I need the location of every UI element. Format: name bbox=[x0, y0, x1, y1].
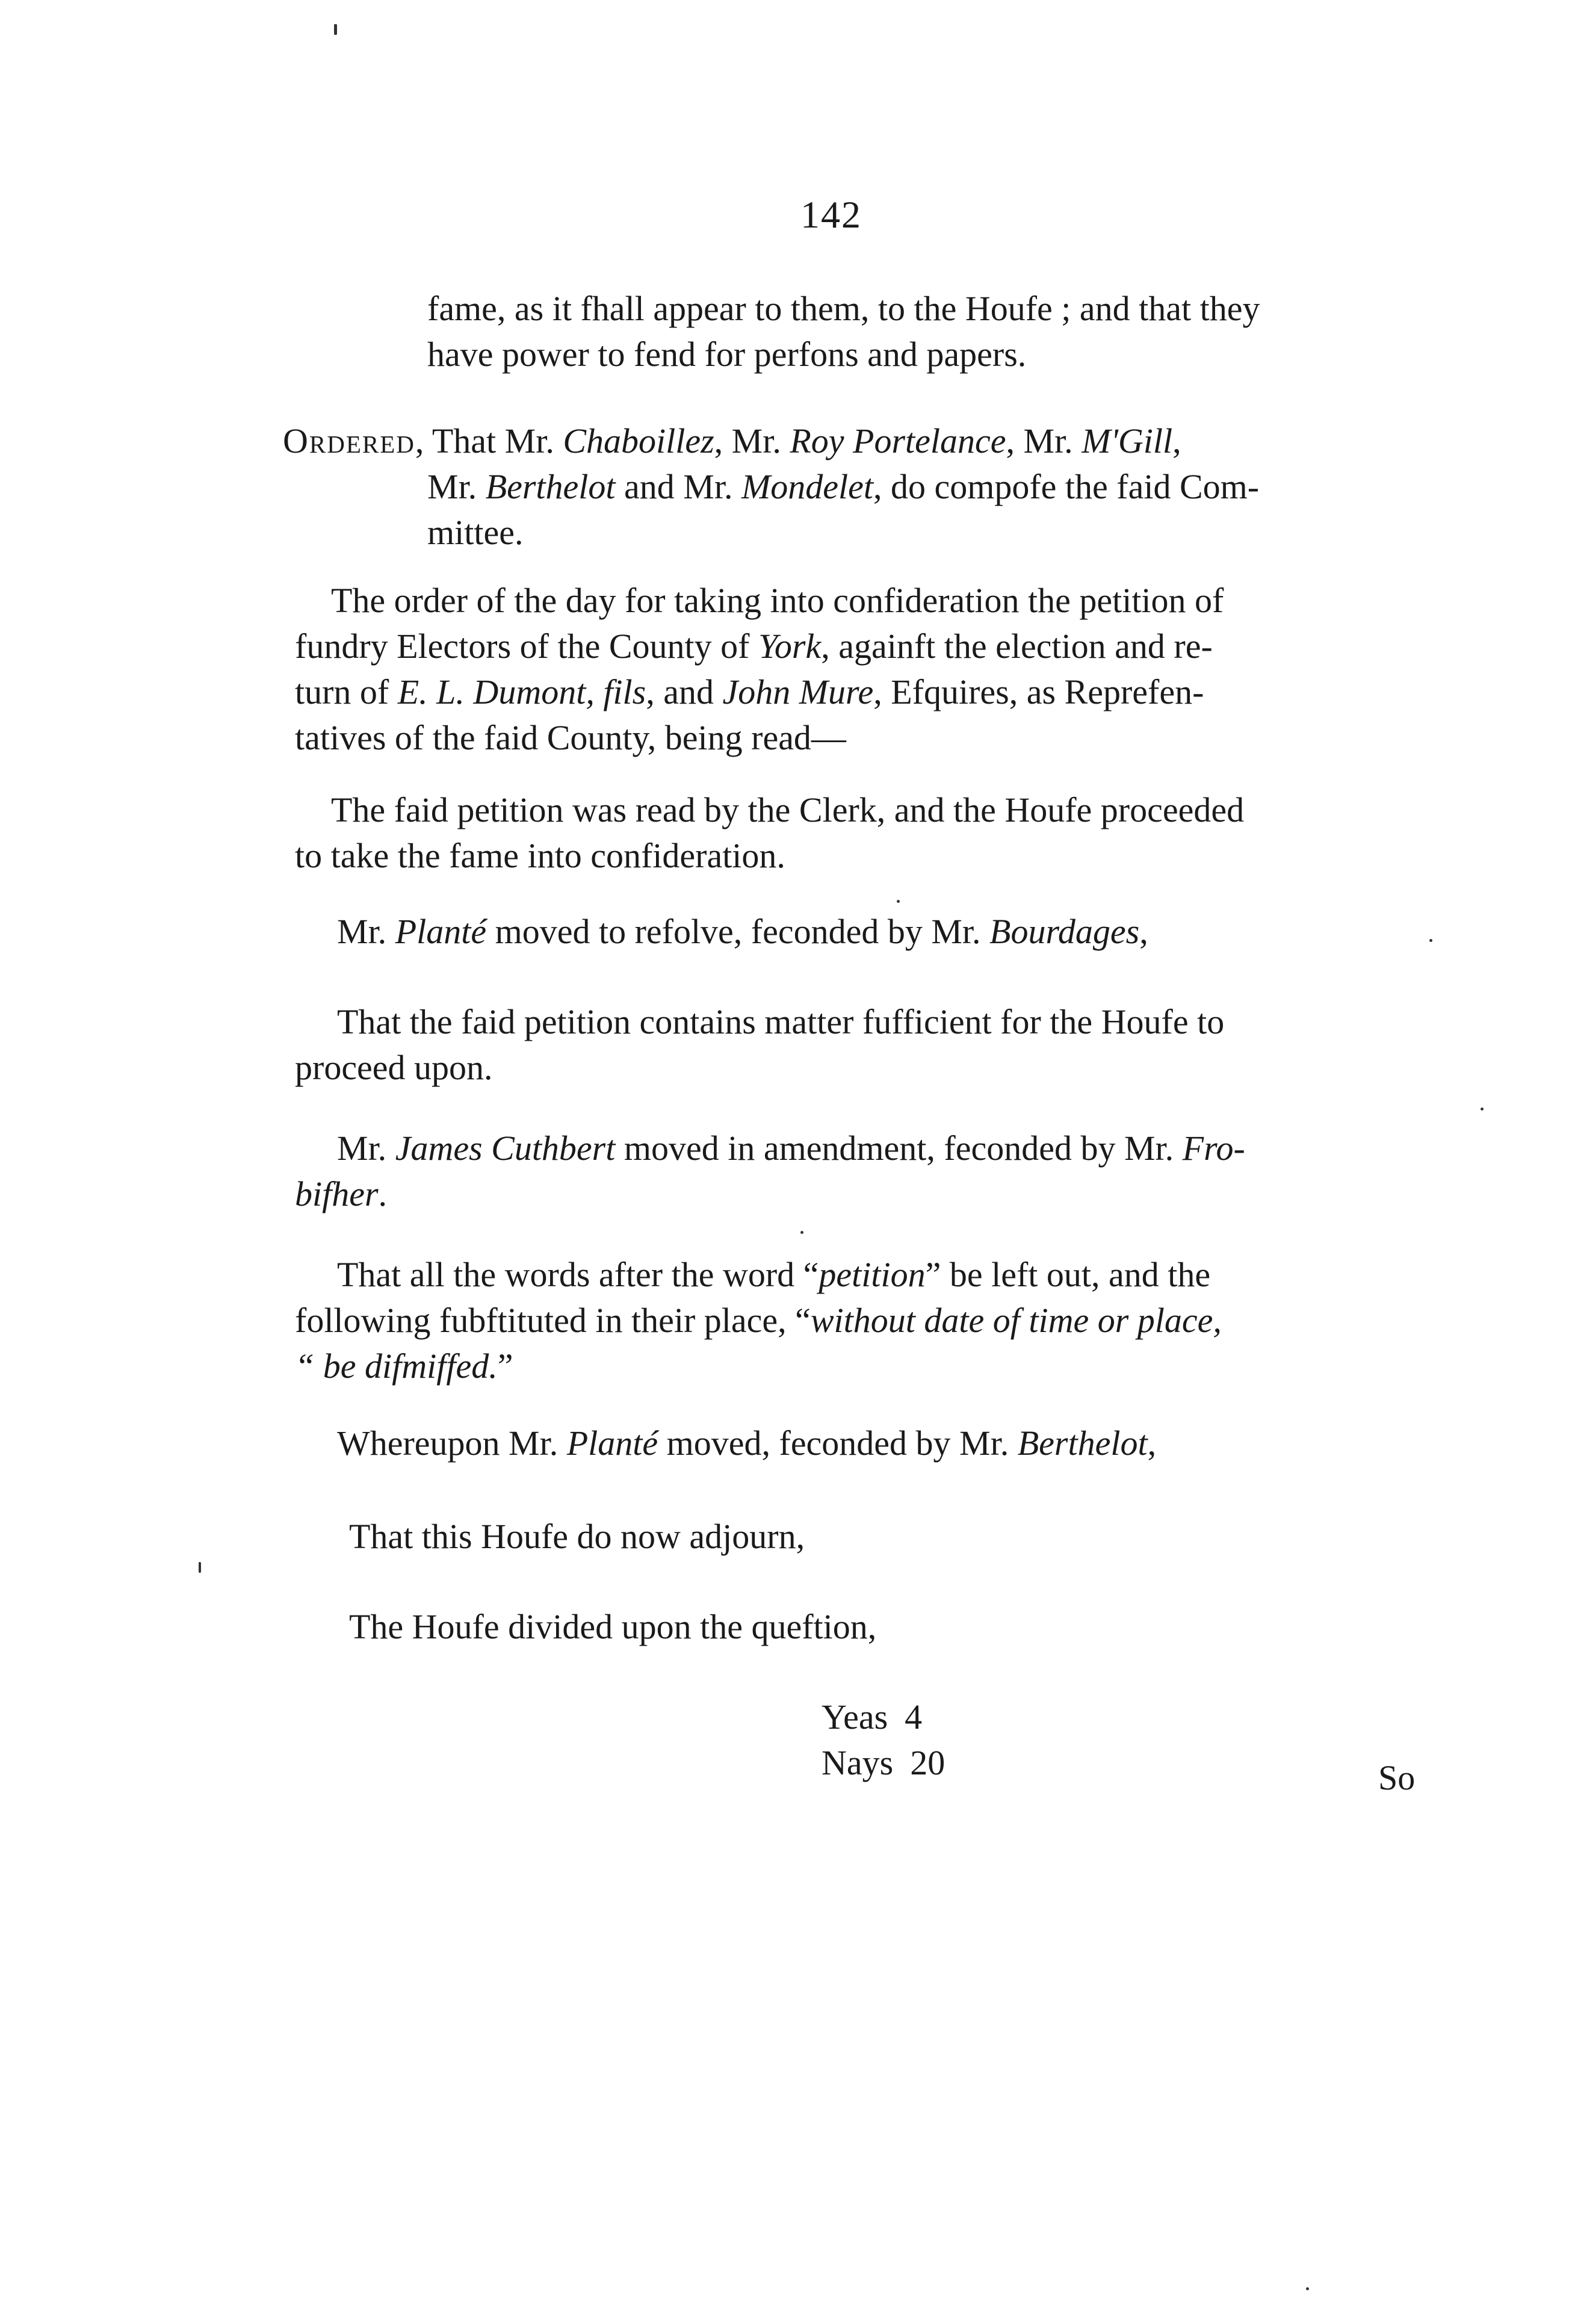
member-name: bifher bbox=[295, 1174, 379, 1213]
member-name: James Cuthbert bbox=[395, 1129, 616, 1168]
text-line bbox=[295, 1421, 1438, 1466]
member-name: Fro- bbox=[1182, 1129, 1245, 1168]
nays-row bbox=[822, 1740, 945, 1786]
text-line: The Houfe divided upon the queftion, bbox=[349, 1607, 877, 1646]
paragraph-petition-read bbox=[295, 787, 1438, 879]
text-line: to take the fame into confideration. bbox=[295, 836, 785, 875]
text-run: , againft the election and re- bbox=[821, 627, 1213, 666]
text-line bbox=[283, 418, 1426, 464]
text-run: moved, feconded by Mr. bbox=[658, 1424, 1018, 1463]
text-run: moved to refolve, feconded by Mr. bbox=[486, 912, 990, 951]
quoted-word: petition bbox=[819, 1255, 926, 1294]
yeas-count: 4 bbox=[905, 1697, 923, 1737]
text-run: , Mr. bbox=[1006, 421, 1082, 460]
scan-speck bbox=[199, 1562, 201, 1573]
text-run: , bbox=[1172, 421, 1181, 460]
catchword: So bbox=[1378, 1758, 1416, 1797]
text-line bbox=[295, 909, 1438, 955]
scan-speck bbox=[1306, 2287, 1309, 2290]
text-run: , bbox=[1139, 912, 1148, 951]
member-name: Berthelot bbox=[485, 467, 616, 506]
text-run: moved in amendment, feconded by Mr. bbox=[615, 1129, 1183, 1168]
paragraph-divided bbox=[295, 1604, 1438, 1650]
text-run: turn of bbox=[295, 672, 398, 711]
text-line: tatives of the faid County, being read— bbox=[295, 718, 846, 757]
ordered-label: Ordered bbox=[283, 421, 415, 460]
member-name: Chaboillez bbox=[563, 421, 714, 460]
text-line: have power to fend for perfons and papers. bbox=[427, 335, 1027, 374]
quoted-text: “ be difmiffed. bbox=[295, 1346, 498, 1386]
text-run: , Mr. bbox=[714, 421, 790, 460]
text-run: , bbox=[1147, 1424, 1157, 1463]
text-line bbox=[283, 464, 1426, 510]
text-line bbox=[295, 669, 1438, 715]
text-run: fundry Electors of the County of bbox=[295, 627, 758, 666]
text-line: The faid petition was read by the Clerk, and the Houfe proceeded bbox=[331, 790, 1245, 829]
text-line bbox=[295, 1171, 1438, 1217]
text-line: proceed upon. bbox=[295, 1048, 493, 1087]
text-run: following fubftituted in their place, “ bbox=[295, 1301, 811, 1340]
paragraph-whereupon bbox=[295, 1421, 1438, 1466]
nays-label: Nays bbox=[822, 1743, 894, 1782]
text-line bbox=[295, 1298, 1438, 1343]
member-name: Planté bbox=[395, 912, 487, 951]
yeas-label: Yeas bbox=[822, 1697, 888, 1737]
scan-speck bbox=[1429, 939, 1432, 942]
text-line: That the faid petition contains matter fufficient for the Houfe to bbox=[337, 1002, 1225, 1041]
member-name: M'Gill bbox=[1082, 421, 1173, 460]
text-line bbox=[295, 1343, 1438, 1389]
text-run: and Mr. bbox=[615, 467, 741, 506]
text-run: Whereupon Mr. bbox=[337, 1424, 567, 1463]
member-name: Berthelot bbox=[1017, 1424, 1148, 1463]
paragraph-adjourn bbox=[295, 1514, 1438, 1560]
text-run: ” bbox=[497, 1346, 513, 1386]
paragraph-motion-plante bbox=[295, 909, 1438, 955]
member-name: Roy Portelance bbox=[790, 421, 1006, 460]
paragraph-order-of-day bbox=[295, 578, 1438, 761]
member-name: Bourdages bbox=[989, 912, 1140, 951]
paragraph-resolution bbox=[295, 999, 1438, 1091]
member-name: Planté bbox=[566, 1424, 658, 1463]
scan-speck bbox=[334, 24, 337, 35]
text-run: , Efquires, as Reprefen- bbox=[873, 672, 1204, 711]
text-run: . bbox=[378, 1174, 388, 1213]
text-run: , and bbox=[646, 672, 723, 711]
yeas-row bbox=[822, 1694, 945, 1740]
text-line: fame, as it fhall appear to them, to the Houfe ; and that they bbox=[427, 289, 1260, 328]
paragraph-continued bbox=[427, 286, 1444, 377]
scan-speck bbox=[800, 1231, 803, 1234]
text-run: ” be left out, and the bbox=[925, 1255, 1211, 1294]
text-run: That all the words after the word “ bbox=[337, 1255, 819, 1294]
quoted-text: without date of time or place, bbox=[810, 1301, 1222, 1340]
text-line: The order of the day for taking into confideration the petition of bbox=[331, 581, 1224, 620]
paragraph-amendment bbox=[295, 1126, 1438, 1217]
text-line: That this Houfe do now adjourn, bbox=[349, 1517, 805, 1556]
text-run: Mr. bbox=[427, 467, 486, 506]
nays-count: 20 bbox=[910, 1743, 945, 1782]
county-name: York bbox=[758, 627, 822, 666]
text-line bbox=[295, 1252, 1438, 1298]
text-run: , That Mr. bbox=[415, 421, 563, 460]
text-line bbox=[295, 1126, 1438, 1171]
vote-tally bbox=[822, 1694, 945, 1786]
scan-speck bbox=[897, 900, 900, 903]
text-line: mittee. bbox=[427, 513, 524, 552]
text-run: , do compofe the faid Com- bbox=[873, 467, 1260, 506]
member-name: Mondelet bbox=[741, 467, 873, 506]
member-name: E. L. Dumont, fils bbox=[397, 672, 646, 711]
paragraph-amendment-text bbox=[295, 1252, 1438, 1389]
member-name: John Mure bbox=[722, 672, 874, 711]
scan-speck bbox=[1481, 1108, 1484, 1111]
text-run: Mr. bbox=[337, 1129, 395, 1168]
text-run: Mr. bbox=[337, 912, 395, 951]
page-number: 142 bbox=[800, 193, 862, 236]
paragraph-ordered bbox=[283, 418, 1426, 556]
text-line bbox=[295, 624, 1438, 669]
